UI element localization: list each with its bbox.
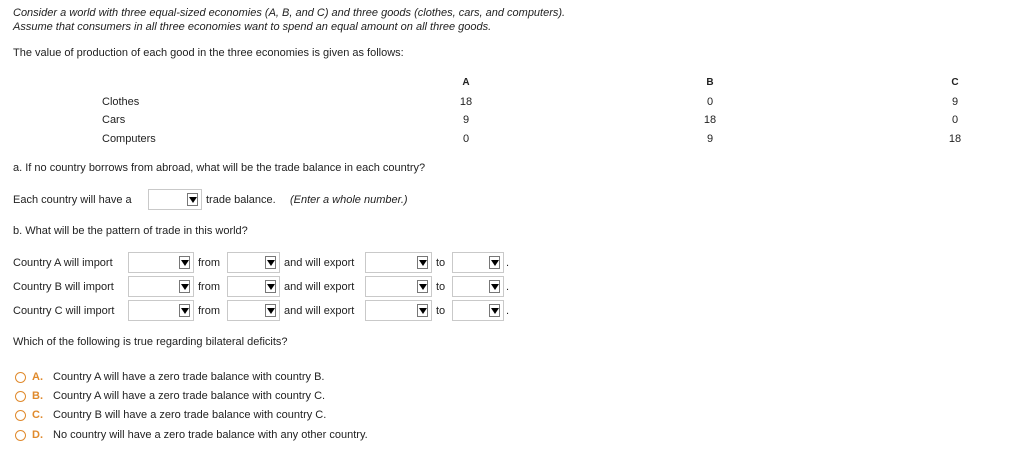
part-a-hint: (Enter a whole number.) — [290, 194, 408, 206]
option-text[interactable]: Country A will have a zero trade balance with country B. — [53, 371, 325, 383]
option-letter: D. — [32, 429, 43, 441]
import-row-b-label: Country B will import — [13, 281, 114, 293]
radio-button[interactable] — [15, 410, 26, 421]
intro-line-1: Consider a world with three equal-sized economies (A, B, and C) and three goods (clothes, cars, and computers). — [13, 7, 566, 19]
part-a-suffix: trade balance. — [206, 194, 276, 206]
country-c-from-select[interactable] — [227, 300, 280, 321]
dropdown-arrow-icon — [265, 256, 276, 269]
country-a-from-select[interactable] — [227, 252, 280, 273]
dropdown-arrow-icon — [489, 280, 500, 293]
dropdown-arrow-icon — [489, 256, 500, 269]
value-intro: The value of production of each good in the three economies is given as follows: — [13, 47, 404, 59]
dropdown-arrow-icon — [179, 256, 190, 269]
dropdown-arrow-icon — [179, 280, 190, 293]
option-letter: B. — [32, 390, 43, 402]
country-b-from-select[interactable] — [227, 276, 280, 297]
table-cell: 0 — [706, 96, 714, 108]
country-a-import-select[interactable] — [128, 252, 194, 273]
table-cell: 9 — [462, 114, 470, 126]
radio-button[interactable] — [15, 430, 26, 441]
country-c-to-select[interactable] — [452, 300, 504, 321]
table-header-a: A — [462, 77, 470, 88]
trade-balance-select[interactable] — [148, 189, 202, 210]
country-c-export-select[interactable] — [365, 300, 432, 321]
dropdown-arrow-icon — [179, 304, 190, 317]
country-c-import-select[interactable] — [128, 300, 194, 321]
dropdown-arrow-icon — [187, 193, 198, 206]
part-b-question: b. What will be the pattern of trade in this world? — [13, 225, 248, 237]
import-row-c-label: Country C will import — [13, 305, 115, 317]
to-label: to — [436, 305, 446, 317]
country-a-to-select[interactable] — [452, 252, 504, 273]
table-cell: 9 — [706, 133, 714, 145]
export-label: and will export — [284, 305, 355, 317]
part-a-question: a. If no country borrows from abroad, what will be the trade balance in each country? — [13, 162, 426, 174]
period: . — [506, 281, 510, 293]
country-b-import-select[interactable] — [128, 276, 194, 297]
country-b-export-select[interactable] — [365, 276, 432, 297]
period: . — [506, 305, 510, 317]
dropdown-arrow-icon — [417, 280, 428, 293]
from-label: from — [198, 281, 220, 293]
to-label: to — [436, 281, 446, 293]
option-text[interactable]: Country B will have a zero trade balance with country C. — [53, 409, 327, 421]
from-label: from — [198, 257, 220, 269]
dropdown-arrow-icon — [265, 304, 276, 317]
dropdown-arrow-icon — [417, 304, 428, 317]
option-letter: C. — [32, 409, 43, 421]
table-cell: 18 — [703, 114, 717, 126]
table-cell: 0 — [462, 133, 470, 145]
table-header-b: B — [706, 77, 714, 88]
option-letter: A. — [32, 371, 43, 383]
intro-line-2: Assume that consumers in all three economies want to spend an equal amount on all three goods. — [13, 21, 492, 33]
radio-button[interactable] — [15, 391, 26, 402]
export-label: and will export — [284, 281, 355, 293]
export-label: and will export — [284, 257, 355, 269]
table-cell: 18 — [459, 96, 473, 108]
table-cell: 18 — [948, 133, 962, 145]
country-a-export-select[interactable] — [365, 252, 432, 273]
table-cell: 9 — [951, 96, 959, 108]
table-cell: 0 — [951, 114, 959, 126]
option-text[interactable]: Country A will have a zero trade balance with country C. — [53, 390, 326, 402]
dropdown-arrow-icon — [489, 304, 500, 317]
country-b-to-select[interactable] — [452, 276, 504, 297]
dropdown-arrow-icon — [417, 256, 428, 269]
radio-button[interactable] — [15, 372, 26, 383]
bilateral-question: Which of the following is true regarding bilateral deficits? — [13, 336, 288, 348]
period: . — [506, 257, 510, 269]
dropdown-arrow-icon — [265, 280, 276, 293]
part-a-prefix: Each country will have a — [13, 194, 132, 206]
option-text[interactable]: No country will have a zero trade balance with any other country. — [53, 429, 368, 441]
table-row-label: Computers — [102, 133, 156, 145]
table-header-c: C — [951, 77, 959, 88]
table-row-label: Clothes — [102, 96, 140, 108]
import-row-a-label: Country A will import — [13, 257, 113, 269]
from-label: from — [198, 305, 220, 317]
table-row-label: Cars — [102, 114, 126, 126]
to-label: to — [436, 257, 446, 269]
